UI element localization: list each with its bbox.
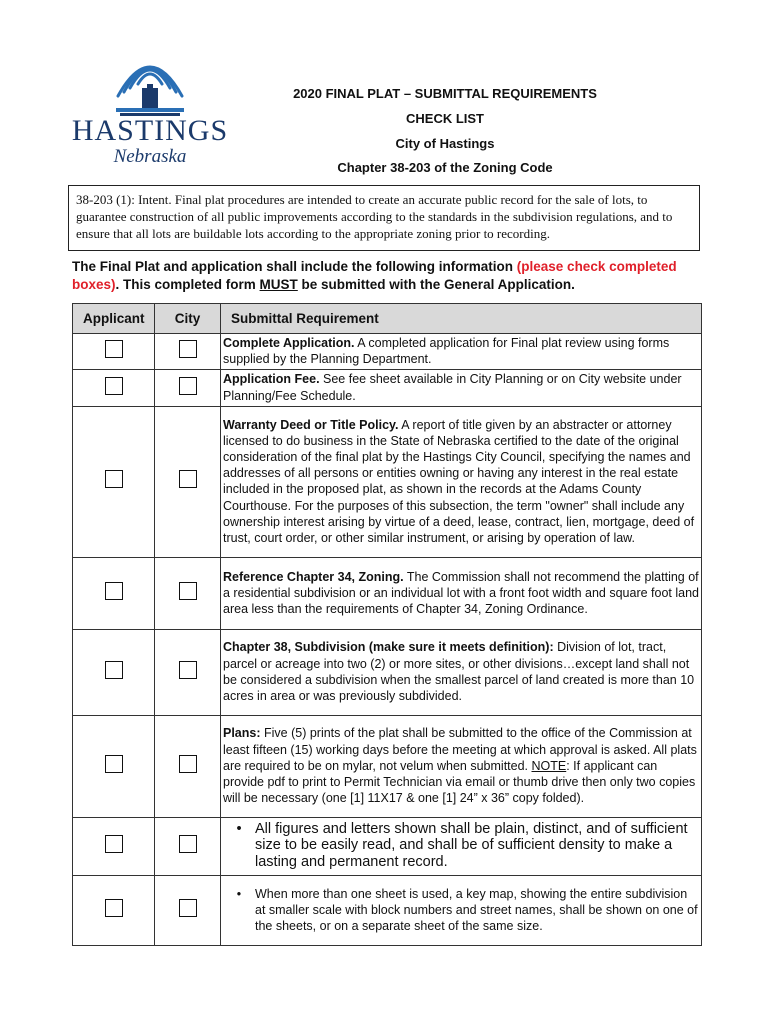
doc-subtitle: CHECK LIST: [406, 111, 484, 126]
table-row: [73, 406, 702, 557]
req-title: Reference Chapter 34, Zoning.: [223, 569, 404, 584]
city-checkbox[interactable]: [179, 835, 197, 853]
note-text: : If applicant can provide pdf to print to Permit Technician via email or thumb drive then only two copies will be necessary (one [1] 11X17 & one [1] 24” x 36” copy folded).: [223, 758, 696, 806]
lead-text-1: The Final Plat and application shall include the following information: [72, 259, 517, 274]
bullet-icon: •: [236, 886, 242, 901]
req-title: Application Fee.: [223, 372, 320, 387]
logo-wordmark: HASTINGS: [71, 114, 229, 147]
req-text: Division of lot, tract, parcel or acreage into two (2) or more sites, or other divisions…except land shall not be considered a subdivision when the smallest parcel of land created is more than 10 acres in area or was previously subdivided.: [223, 640, 695, 704]
applicant-checkbox[interactable]: [105, 470, 123, 488]
city-checkbox[interactable]: [179, 377, 197, 395]
bullet-item: [223, 821, 699, 871]
doc-city: City of Hastings: [395, 136, 495, 151]
req-title: Chapter 38, Subdivision (make sure it meets definition):: [223, 640, 554, 655]
logo-subtitle: Nebraska: [113, 146, 187, 167]
city-checkbox[interactable]: [179, 470, 197, 488]
table-row: [73, 715, 702, 817]
lead-must: MUST: [259, 277, 298, 292]
req-text: See fee sheet available in City Planning or on City website under Planning/Fee Schedule.: [223, 372, 682, 403]
applicant-checkbox[interactable]: [105, 340, 123, 358]
doc-title: 2020 FINAL PLAT – SUBMITTAL REQUIREMENTS: [293, 86, 597, 101]
header-requirement: Submittal Requirement: [221, 304, 702, 334]
applicant-checkbox[interactable]: [105, 899, 123, 917]
req-title: Plans:: [223, 726, 261, 741]
doc-chapter: Chapter 38-203 of the Zoning Code: [337, 160, 553, 175]
req-text: Five (5) prints of the plat shall be submitted to the office of the Commission at least fifteen (15) working days before the meeting at which approval is asked. All plats are required to be on mylar, not velum when submitted.: [223, 726, 697, 773]
lead-red-text: (please check completed boxes): [72, 259, 677, 292]
req-title: Complete Application.: [223, 336, 355, 350]
bullet-item: [223, 886, 699, 935]
table-row: [73, 875, 702, 945]
req-text: The Commission shall not recommend the platting of a residential subdivision or an individual lot with a front foot width and square foot land area less than the requirements of Chapter 34, Zoning Ordinance.: [223, 569, 699, 616]
city-checkbox[interactable]: [179, 661, 197, 679]
table-row: [73, 370, 702, 406]
applicant-checkbox[interactable]: [105, 582, 123, 600]
applicant-checkbox[interactable]: [105, 835, 123, 853]
table-row: [73, 629, 702, 715]
req-text: A completed application for Final plat review using forms supplied by the Planning Department.: [223, 336, 670, 367]
req-text: A report of title given by an abstracter or attorney licensed to do business in the State of Nebraska certified to the date of the original consideration of the final plat by the Hastings City Council, specifying the names and addresses of all persons or entities owning or having any interest in the real estate included in the proposed plat, as shown in the records at the Adams County Courthouse. For the purposes of this subsection, the term "owner" shall include any ownership interest arising by virtue of a deed, lease, contract, lien, mortgage, deed of trust, court order, or other similar instrument, or arising by operation of law.: [223, 417, 695, 545]
table-row: [73, 817, 702, 875]
city-checkbox[interactable]: [179, 340, 197, 358]
req-text: All figures and letters shown shall be plain, distinct, and of sufficient size to be easily read, and shall be of sufficient density to make a lasting and permanent record.: [255, 820, 688, 871]
lead-text-2: . This completed form: [115, 277, 260, 292]
city-logo: [68, 58, 232, 170]
table-row: [73, 334, 702, 370]
city-checkbox[interactable]: [179, 899, 197, 917]
city-checkbox[interactable]: [179, 755, 197, 773]
applicant-checkbox[interactable]: [105, 661, 123, 679]
applicant-checkbox[interactable]: [105, 755, 123, 773]
fountain-logo-icon: [68, 58, 232, 118]
header-applicant: Applicant: [73, 304, 155, 334]
requirements-table: [72, 303, 702, 946]
applicant-checkbox[interactable]: [105, 377, 123, 395]
lead-text-3: be submitted with the General Application.: [297, 277, 575, 292]
note-label: NOTE: [531, 758, 567, 773]
lead-instructions: [72, 258, 712, 294]
city-checkbox[interactable]: [179, 582, 197, 600]
table-row: [73, 557, 702, 629]
table-header-row: [73, 304, 702, 334]
req-title: Warranty Deed or Title Policy.: [223, 417, 399, 432]
bullet-icon: •: [236, 820, 242, 837]
req-text: When more than one sheet is used, a key map, showing the entire subdivision at smaller scale with block numbers and street names, shall be shown on one of the sheets, or on a separate sheet of the same size.: [255, 886, 698, 933]
intent-box: 38-203 (1): Intent. Final plat procedures are intended to create an accurate public record for the sale of lots, to guarantee construction of all public improvements according to the standards in the subdivision regulations, and to ensure that all lots are buildable lots according to the appropriate zoning prior to recording.: [68, 185, 700, 251]
header-city: City: [155, 304, 221, 334]
